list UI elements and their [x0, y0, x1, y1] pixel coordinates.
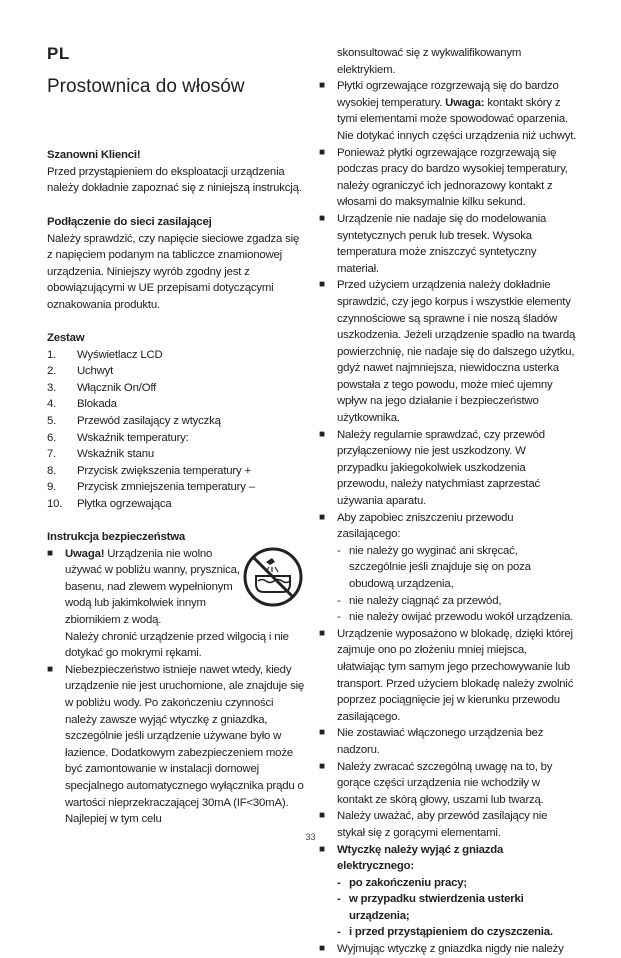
bullet-square-icon: ■: [319, 810, 325, 822]
list-item: 8. Przycisk zwiększenia temperatury +: [47, 464, 251, 477]
safety-bullet: ■ Urządzenie wyposażono w blokadę, dzięki której zajmuje ono po złożeniu mniej miejsca, ułatwiając tym samym jego przechowywanie lub transport. Przed użyciem blokadę należy zwolnić poprzez pociągnięcie jej w kierunku przewodu zasilającego.: [319, 626, 577, 726]
safety-bullet: ■ Wtyczkę należy wyjąć z gniazda elektrycznego: - po zakończeniu pracy; - w przypadku stwierdzenia usterki urządzenia; - i przed przystąpieniem do czyszczenia.: [319, 842, 577, 942]
safety-bullet: ■ Należy zwracać szczególną uwagę na to, by gorące części urządzenia nie wchodziły w kontakt ze skórą głowy, uszami lub twarzą.: [319, 759, 577, 809]
safety-bullet: ■ Należy regularnie sprawdzać, czy przewód przyłączeniowy nie jest uszkodzony. W przypadku jakiegokolwiek uszkodzenia przewodu, należy natychmiast zaprzestać używania aparatu.: [319, 427, 577, 510]
power-heading: Podłączenie do sieci zasilającej: [47, 216, 212, 228]
dash-item: - w przypadku stwierdzenia usterki urządzenia;: [337, 893, 524, 922]
dash-item: - nie należy go wyginać ani skręcać, szczególnie jeśli znajduje się on poza obudową urządzenia,: [337, 544, 531, 590]
bullet-square-icon: ■: [319, 146, 325, 158]
safety-bullet: ■ Nie zostawiać włączonego urządzenia bez nadzoru.: [319, 725, 577, 758]
bullet-square-icon: ■: [47, 547, 53, 559]
bullet-square-icon: ■: [319, 279, 325, 291]
bullet-square-icon: ■: [319, 943, 325, 955]
no-water-icon: [242, 546, 304, 608]
safety-bullet: ■ Należy uważać, aby przewód zasilający nie stykał się z gorącymi elementami.: [319, 808, 577, 841]
list-item: 6. Wskaźnik temperatury:: [47, 431, 189, 444]
continued-text: skonsultować się z wykwalifikowanym elektrykiem.: [337, 47, 522, 76]
safety-bullet: ■ Urządzenie nie nadaje się do modelowania syntetycznych peruk lub tresek. Wysoka temperatura może zniszczyć syntetyczny materiał.: [319, 211, 577, 277]
list-item: 5. Przewód zasilający z wtyczką: [47, 414, 221, 427]
bullet-square-icon: ■: [319, 428, 325, 440]
set-section: [47, 330, 305, 513]
bullet-square-icon: ■: [319, 212, 325, 224]
safety-bullet: ■ Wyjmując wtyczkę z gniazdka nigdy nie należy: [319, 941, 577, 958]
power-text: Należy sprawdzić, czy napięcie sieciowe zgadza się z napięciem podanym na tabliczce znamionowej urządzenia. Niniejszy wyrób zgodny jest z obowiązującymi w UE przepisami dotyczącymi oznakowania produktu.: [47, 232, 300, 311]
language-code: PL: [47, 44, 70, 63]
list-item: 2. Uchwyt: [47, 365, 114, 378]
dash-item: - po zakończeniu pracy;: [337, 876, 467, 889]
page-title: Prostownica do włosów: [47, 76, 245, 97]
safety-bullet: ■ Uwaga! Urządzenia nie wolno używać w pobliżu wanny, prysznica, basenu, nad zlewem wypełnionym wodą lub jakimkolwiek innym zbiornikiem z wodą. Należy chronić urządzenie przed wilgocią i nie dotykać go mokrymi rękami.: [47, 546, 305, 662]
power-section: [47, 214, 305, 314]
bullet-square-icon: ■: [47, 663, 53, 675]
safety-continued: [319, 45, 577, 958]
parts-list: [47, 347, 305, 513]
bullet-square-icon: ■: [319, 760, 325, 772]
dash-item: - nie należy ciągnąć za przewód,: [337, 594, 502, 607]
greeting-section: [47, 147, 305, 197]
bullet-square-icon: ■: [319, 843, 325, 855]
safety-bullet: ■ Niebezpieczeństwo istnieje nawet wtedy, kiedy urządzenie nie jest uruchomione, ale znajduje się w pobliżu wody. Po zakończeniu czynności należy zawsze wyjąć wtyczkę z gniazdka, szczególnie jeśli urządzenie używane było w łazience. Dodatkowym zabezpieczeniem może być zamontowanie w instalacji domowej specjalnego automatycznego wyłącznika prądu o wartości nieprzekraczającej 30mA (IF<30mA). Najlepiej w tym celu: [47, 662, 305, 828]
list-item: 7. Wskaźnik stanu: [47, 448, 154, 461]
dash-item: - nie należy owijać przewodu wokół urządzenia.: [337, 611, 574, 624]
list-item: 4. Blokada: [47, 398, 117, 411]
bullet-square-icon: ■: [319, 511, 325, 523]
greeting-text: Przed przystąpieniem do eksploatacji urządzenia należy dokładnie zapoznać się z niniejszą instrukcją.: [47, 165, 302, 195]
set-heading: Zestaw: [47, 332, 85, 344]
bullet-square-icon: ■: [319, 80, 325, 92]
list-item: 3. Włącznik On/Off: [47, 381, 157, 394]
bullet-square-icon: ■: [319, 627, 325, 639]
dash-item: - i przed przystąpieniem do czyszczenia.: [337, 926, 553, 939]
safety-bullet: ■ Płytki ogrzewające rozgrzewają się do bardzo wysokiej temperatury. Uwaga: kontakt skóry z tymi elementami może spowodować oparzenia. Nie dotykać innych części urządzenia niż uchwyt.: [319, 78, 577, 144]
greeting-heading: Szanowni Klienci!: [47, 149, 141, 161]
safety-bullet: ■ Aby zapobiec zniszczeniu przewodu zasilającego: - nie należy go wyginać ani skręcać, szczególnie jeśli znajduje się on poza obudową urządzenia, - nie należy ciągnąć za przewód, - nie należy owijać przewodu wokół urządzenia.: [319, 510, 577, 626]
bullet-square-icon: ■: [319, 727, 325, 739]
list-item: 1. Wyświetlacz LCD: [47, 348, 163, 361]
safety-bullet: ■ Przed użyciem urządzenia należy dokładnie sprawdzić, czy jego korpus i wszystkie elementy czynnościowe są sprawne i nie noszą śladów uszkodzenia. Jeżeli urządzenie spadło na twardą powierzchnię, nie nadaje się do dalszego użytku, gdyż nawet najmniejsza, niewidoczna usterka powstała z tego powodu, może mieć ujemny wpływ na jego działanie i bezpieczeństwo użytkownika.: [319, 277, 577, 426]
list-item: 10. Płytka ogrzewająca: [47, 497, 172, 510]
safety-bullet: ■ Ponieważ płytki ogrzewające rozgrzewają się podczas pracy do bardzo wysokiej temperatury, należy ograniczyć ich jednorazowy kontakt z włosami do maksymalnie kilku sekund.: [319, 145, 577, 211]
list-item: 9. Przycisk zmniejszenia temperatury –: [47, 481, 255, 494]
page-number: 33: [305, 832, 316, 842]
safety-heading: Instrukcja bezpieczeństwa: [47, 531, 186, 543]
